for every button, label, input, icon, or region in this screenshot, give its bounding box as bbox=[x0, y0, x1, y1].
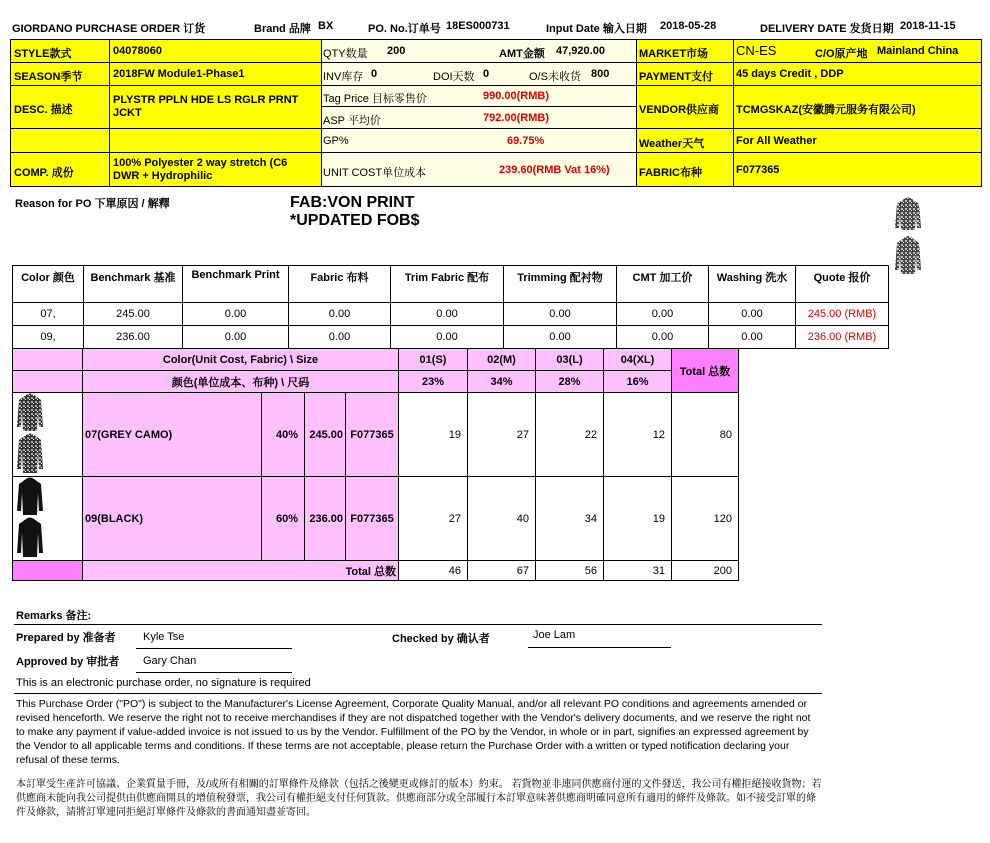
size-total: 56 bbox=[536, 561, 604, 581]
origin-value: Mainland China bbox=[877, 45, 959, 57]
doi-value: 0 bbox=[483, 68, 490, 80]
bench-cell: 07, bbox=[13, 303, 84, 326]
qty-cell: 34 bbox=[536, 477, 604, 561]
amt-value: 47,920.00 bbox=[556, 45, 605, 57]
market-value: CN-ES bbox=[736, 43, 777, 58]
bench-col-fabric: Fabric 布料 bbox=[289, 266, 391, 303]
row-fabric: F077365 bbox=[346, 393, 399, 477]
size-pct: 28% bbox=[536, 371, 604, 393]
bench-cell: 0.00 bbox=[391, 303, 504, 326]
bench-cell: 0.00 bbox=[391, 326, 504, 349]
grand-total: 200 bbox=[672, 561, 739, 581]
table-row bbox=[13, 477, 739, 561]
inv-label: INV库存 bbox=[323, 71, 364, 83]
approved-by-label: Approved by 审批者 bbox=[16, 656, 120, 668]
terms-divider bbox=[14, 693, 822, 694]
os-value: 800 bbox=[591, 68, 610, 80]
approved-by-value: Gary Chan bbox=[143, 655, 197, 667]
qty-cell: 27 bbox=[468, 393, 536, 477]
origin-label: C/O原产地 bbox=[815, 48, 868, 60]
remarks-label: Remarks 备注: bbox=[16, 610, 92, 622]
fabric-label: FABRIC布种 bbox=[639, 167, 702, 179]
row-pct: 60% bbox=[262, 477, 305, 561]
input-date: 2018-05-28 bbox=[660, 20, 717, 32]
reason-text bbox=[290, 194, 420, 230]
bench-cell: 0.00 bbox=[617, 303, 709, 326]
approved-by-line bbox=[136, 672, 292, 673]
checked-by-value: Joe Lam bbox=[533, 629, 576, 641]
tag-price-label: Tag Price 目标零售价 bbox=[323, 93, 427, 105]
gp-label: GP% bbox=[323, 135, 349, 147]
season-label: SEASON季节 bbox=[14, 71, 83, 83]
desc-label: DESC. 描述 bbox=[14, 104, 73, 116]
style-label: STYLE款式 bbox=[14, 48, 72, 60]
bench-cell: 0.00 bbox=[183, 303, 289, 326]
bench-col-benchmark-print: Benchmark Print bbox=[183, 266, 289, 303]
row-total: 120 bbox=[672, 477, 739, 561]
po-title: GIORDANO PURCHASE ORDER 订货 bbox=[12, 23, 206, 35]
fabric-value: F077365 bbox=[736, 164, 780, 176]
qty-cell: 40 bbox=[468, 477, 536, 561]
size-total: 67 bbox=[468, 561, 536, 581]
amt-label: AMT金额 bbox=[499, 48, 545, 60]
comp-label: COMP. 成份 bbox=[14, 167, 74, 179]
qty-label: QTY数量 bbox=[323, 48, 368, 60]
table-row bbox=[13, 303, 889, 326]
gp-value: 69.75% bbox=[507, 135, 545, 147]
qty-cell: 27 bbox=[399, 477, 468, 561]
unit-cost-value: 239.60(RMB Vat 16%) bbox=[499, 164, 610, 176]
totals-label: Total 总数 bbox=[83, 561, 399, 581]
size-pct: 34% bbox=[468, 371, 536, 393]
size-total: 31 bbox=[604, 561, 672, 581]
bench-col-washing: Washing 洗水 bbox=[709, 266, 796, 303]
po-info-grid bbox=[10, 39, 982, 187]
bench-cell: 0.00 bbox=[183, 326, 289, 349]
size-header-en: Color(Unit Cost, Fabric) \ Size bbox=[83, 349, 399, 371]
size-breakdown-table bbox=[12, 348, 739, 581]
qty-cell: 19 bbox=[399, 393, 468, 477]
unit-cost-label: UNIT COST单位成本 bbox=[323, 167, 427, 179]
benchmark-header-row bbox=[13, 266, 889, 303]
bench-col-benchmark: Benchmark 基准 bbox=[84, 266, 183, 303]
bench-cell: 0.00 bbox=[709, 326, 796, 349]
bench-col-trimming: Trimming 配衬物 bbox=[504, 266, 617, 303]
doi-label: DOI天数 bbox=[433, 71, 475, 83]
bench-cell: 0.00 bbox=[709, 303, 796, 326]
prepared-by-line bbox=[136, 648, 292, 649]
size-name: 02(M) bbox=[468, 349, 536, 371]
electronic-po-note: This is an electronic purchase order, no signature is required bbox=[16, 677, 311, 689]
size-name: 03(L) bbox=[536, 349, 604, 371]
comp-value: 100% Polyester 2 way stretch (C6 DWR + Hydrophilic bbox=[113, 157, 288, 182]
input-date-label: Input Date 输入日期 bbox=[546, 23, 647, 35]
row-total: 80 bbox=[672, 393, 739, 477]
bench-cell: 0.00 bbox=[504, 303, 617, 326]
benchmark-table bbox=[12, 265, 889, 349]
desc-value: PLYSTR PPLN HDE LS RGLR PRNT JCKT bbox=[113, 94, 299, 119]
terms-english: This Purchase Order ("PO") is subject to the Manufacturer's License Agreement, Corporate Quality Manual, and/or all relevant PO conditions and agreements amended or revised henceforth. We reserve the right not to receive merchandises if they are not dispatched together with the Vendor's delivery documents, and we reserve the right not to make any payment if value-added invoice is not issued to us by the Vendor. Fulfillment of the PO by the Vendor, in whole or in part, signifies an expressed agreement by the Vendor to all applicable terms and conditions. If these terms are not acceptable, please return the Purchase Order with a written or typed notification declaring your refusal of these terms. bbox=[16, 698, 811, 766]
qty-value: 200 bbox=[387, 45, 406, 57]
po-number-label: PO. No.订单号 bbox=[368, 23, 441, 35]
bench-cell: 0.00 bbox=[617, 326, 709, 349]
vendor-value: TCMGSKAZ(安徽腾元服务有限公司) bbox=[736, 104, 916, 116]
season-value: 2018FW Module1-Phase1 bbox=[113, 68, 245, 80]
delivery-date-label: DELIVERY DATE 发货日期 bbox=[760, 23, 894, 35]
row-color: 09(BLACK) bbox=[83, 477, 262, 561]
po-number: 18ES000731 bbox=[446, 20, 510, 32]
bench-cell: 245.00 bbox=[84, 303, 183, 326]
bench-cell: 0.00 bbox=[289, 326, 391, 349]
remarks-divider bbox=[14, 624, 822, 625]
reason-label: Reason for PO 下單原因 / 解釋 bbox=[15, 198, 170, 210]
size-pct: 23% bbox=[399, 371, 468, 393]
size-name: 04(XL) bbox=[604, 349, 672, 371]
black-jacket-icon bbox=[15, 477, 45, 557]
row-cost: 236.00 bbox=[305, 477, 346, 561]
bench-col-quote: Quote 报价 bbox=[796, 266, 889, 303]
asp-value: 792.00(RMB) bbox=[483, 112, 550, 124]
bench-col-trim-fabric: Trim Fabric 配布 bbox=[391, 266, 504, 303]
bench-quote-cell: 236.00 (RMB) bbox=[796, 326, 889, 349]
brand-label: Brand 品牌 bbox=[254, 23, 311, 35]
size-pct: 16% bbox=[604, 371, 672, 393]
size-name: 01(S) bbox=[399, 349, 468, 371]
qty-cell: 12 bbox=[604, 393, 672, 477]
qty-cell: 19 bbox=[604, 477, 672, 561]
checked-by-line bbox=[528, 647, 671, 648]
row-cost: 245.00 bbox=[305, 393, 346, 477]
weather-value: For All Weather bbox=[736, 135, 817, 147]
qty-cell: 22 bbox=[536, 393, 604, 477]
table-row bbox=[13, 393, 739, 477]
bench-cell: 0.00 bbox=[289, 303, 391, 326]
product-thumbnail-icon bbox=[893, 196, 923, 276]
total-header: Total 总数 bbox=[672, 349, 739, 393]
reason-line-2: *UPDATED FOB$ bbox=[290, 212, 420, 229]
delivery-date: 2018-11-15 bbox=[900, 20, 956, 32]
color-swatch bbox=[13, 393, 83, 477]
vendor-label: VENDOR供应商 bbox=[639, 104, 720, 116]
bench-quote-cell: 245.00 (RMB) bbox=[796, 303, 889, 326]
weather-label: Weather天气 bbox=[639, 138, 705, 150]
checked-by-label: Checked by 确认者 bbox=[392, 633, 490, 645]
os-label: O/S未收货 bbox=[529, 71, 581, 83]
payment-label: PAYMENT支付 bbox=[639, 71, 713, 83]
terms-chinese: 本訂單受生產許可協議、企業質量手冊，及/或所有相關的訂單條件及條款（包括之後變更或修訂的版本）約束。 若貨物並非連同供應商付運的文件發送，我公司有權拒絕接收貨物；若供應商未能向我公司提供由供應商開具的增值稅發票，我公司有權拒絕支付任何貨款。供應商部分或全部履行本訂單意味著供應商明確同意所有適用的條件及條款。如不接受訂單的條件及條款，請將訂單連同拒絕訂單條件及條款的書面通知盡並寄回。 bbox=[16, 779, 822, 818]
color-swatch bbox=[13, 477, 83, 561]
asp-label: ASP 平均价 bbox=[323, 115, 381, 127]
bench-cell: 236.00 bbox=[84, 326, 183, 349]
style-value: 04078060 bbox=[113, 45, 162, 57]
size-total: 46 bbox=[399, 561, 468, 581]
row-pct: 40% bbox=[262, 393, 305, 477]
market-label: MARKET市场 bbox=[639, 48, 709, 60]
bench-cell: 09, bbox=[13, 326, 84, 349]
totals-row bbox=[13, 561, 739, 581]
reason-line-1: FAB:VON PRINT bbox=[290, 194, 415, 211]
bench-col-cmt: CMT 加工价 bbox=[617, 266, 709, 303]
table-row bbox=[13, 326, 889, 349]
tag-price-value: 990.00(RMB) bbox=[483, 90, 550, 102]
prepared-by-value: Kyle Tse bbox=[143, 631, 185, 643]
row-fabric: F077365 bbox=[346, 477, 399, 561]
prepared-by-label: Prepared by 准备者 bbox=[16, 632, 116, 644]
payment-value: 45 days Credit , DDP bbox=[736, 68, 844, 80]
size-header-cn: 颜色(单位成本、布种) \ 尺码 bbox=[83, 371, 399, 393]
inv-value: 0 bbox=[371, 68, 378, 80]
grey-camo-jacket-icon bbox=[15, 393, 45, 473]
row-color: 07(GREY CAMO) bbox=[83, 393, 262, 477]
bench-col-color: Color 颜色 bbox=[13, 266, 84, 303]
brand-value: BX bbox=[318, 20, 334, 32]
bench-cell: 0.00 bbox=[504, 326, 617, 349]
